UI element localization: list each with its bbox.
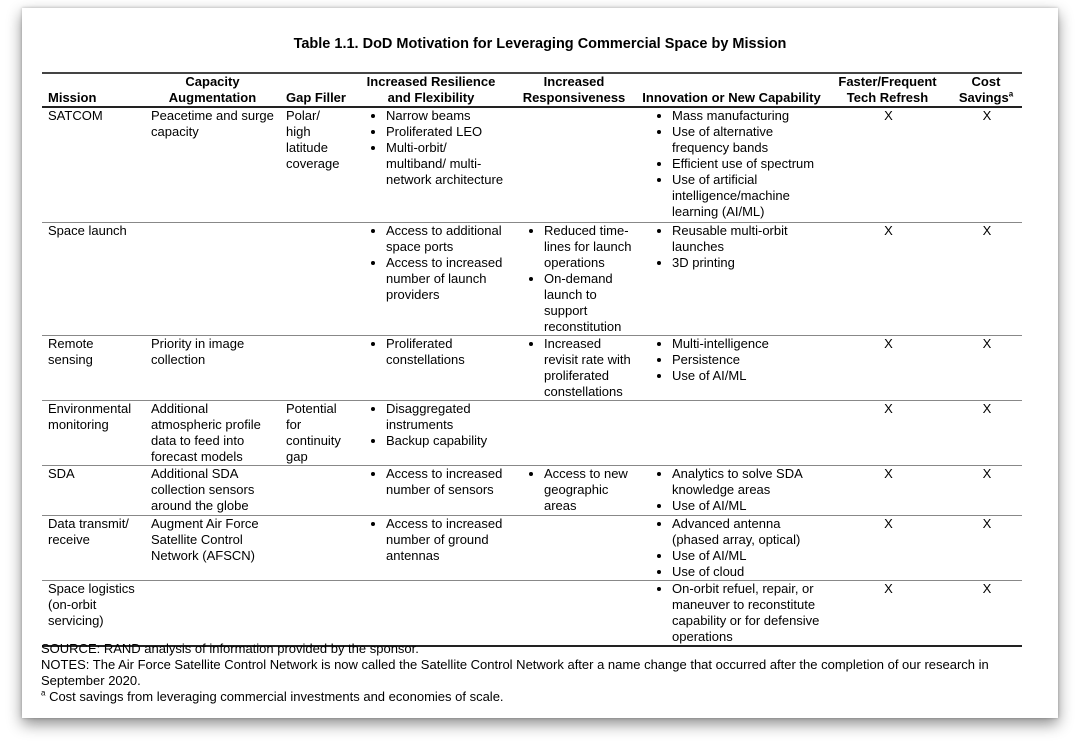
cell-gap: Potential for continuity gap [280, 400, 352, 465]
cell-faster: X [825, 580, 950, 646]
bullet-item: • Advanced antenna (phased array, optical) [672, 516, 821, 548]
cell-capacity: Additional atmospheric profile data to feed into forecast models [145, 400, 280, 465]
header-cost [950, 73, 1022, 107]
cell-gap [280, 515, 352, 580]
bullet-list [644, 516, 821, 580]
cell-capacity [145, 222, 280, 335]
bullet-item: • 3D printing [672, 255, 821, 271]
bullet-item: • Use of alternative frequency bands [672, 124, 821, 156]
bullet-item: • Multi-orbit/ multiband/ multi-network architecture [386, 140, 506, 188]
bullet-list [358, 223, 506, 303]
bullet-item: • Access to new geographic areas [544, 466, 634, 514]
footnote-mark: a [41, 688, 46, 698]
cell-responsiveness [510, 400, 638, 465]
bullet-list [516, 466, 634, 514]
table-row [42, 222, 1022, 335]
bullet-list [644, 336, 821, 384]
cell-capacity: Augment Air Force Satellite Control Network (AFSCN) [145, 515, 280, 580]
bullet-list [644, 108, 821, 220]
cell-cost: X [950, 335, 1022, 400]
bullet-list [644, 581, 821, 645]
bullet-item: • Access to increased number of launch providers [386, 255, 506, 303]
cell-capacity: Additional SDA collection sensors around the globe [145, 465, 280, 515]
header-faster: Faster/Frequent Tech Refresh [825, 73, 950, 107]
cell-gap [280, 222, 352, 335]
footnote [41, 689, 1031, 705]
bullet-item: • Increased revisit rate with proliferated constellations [544, 336, 634, 400]
cell-responsiveness [510, 465, 638, 515]
bullet-item: • Reusable multi-orbit launches [672, 223, 821, 255]
cell-faster: X [825, 222, 950, 335]
cell-faster: X [825, 465, 950, 515]
cell-resilience [352, 465, 510, 515]
table-row [42, 580, 1022, 646]
bullet-item: • Use of artificial intelligence/machine learning (AI/ML) [672, 172, 821, 220]
table-row [42, 465, 1022, 515]
cell-resilience [352, 580, 510, 646]
header-capacity: Capacity Augmentation [145, 73, 280, 107]
table-title: Table 1.1. DoD Motivation for Leveraging Commercial Space by Mission [293, 36, 787, 52]
bullet-list [358, 336, 506, 368]
bullet-list [358, 516, 506, 564]
header-mission: Mission [42, 73, 145, 107]
cell-innovation [638, 222, 825, 335]
cell-cost: X [950, 580, 1022, 646]
cell-responsiveness [510, 515, 638, 580]
cell-responsiveness [510, 335, 638, 400]
table-row [42, 335, 1022, 400]
bullet-item: • On-demand launch to support reconstitution [544, 271, 634, 335]
cell-resilience [352, 107, 510, 222]
bullet-item: • Analytics to solve SDA knowledge areas [672, 466, 821, 498]
cell-innovation [638, 580, 825, 646]
table-body [42, 107, 1022, 646]
cell-cost: X [950, 465, 1022, 515]
table-notes [41, 641, 1031, 705]
cell-mission: SDA [42, 465, 145, 515]
bullet-item: • Proliferated constellations [386, 336, 506, 368]
bullet-item: • Access to additional space ports [386, 223, 506, 255]
cell-resilience [352, 515, 510, 580]
header-resilience: Increased Resilience and Flexibility [352, 73, 510, 107]
source-note: SOURCE: RAND analysis of information provided by the sponsor. [41, 641, 419, 656]
cell-capacity [145, 580, 280, 646]
bullet-item: • Use of AI/ML [672, 498, 821, 514]
bullet-item: • Disaggregated instruments [386, 401, 506, 433]
cell-responsiveness [510, 580, 638, 646]
bullet-item: • Reduced time-lines for launch operations [544, 223, 634, 271]
table-row [42, 515, 1022, 580]
cell-mission: SATCOM [42, 107, 145, 222]
bullet-list [358, 108, 506, 188]
cell-cost: X [950, 400, 1022, 465]
cell-mission: Remote sensing [42, 335, 145, 400]
table-row [42, 107, 1022, 222]
bullet-list [358, 466, 506, 498]
header-gap: Gap Filler [280, 73, 352, 107]
footnote-text: Cost savings from leveraging commercial investments and economies of scale. [45, 689, 504, 704]
bullet-item: • Backup capability [386, 433, 506, 449]
cell-mission: Space launch [42, 222, 145, 335]
cell-cost: X [950, 515, 1022, 580]
footnote-marker: a [1008, 89, 1014, 99]
cell-faster: X [825, 335, 950, 400]
bullet-list [644, 466, 821, 514]
cell-innovation [638, 400, 825, 465]
header-cost-label: Cost Savings [958, 74, 1009, 105]
cell-gap: Polar/ high latitude coverage [280, 107, 352, 222]
bullet-item: • Multi-intelligence [672, 336, 821, 352]
header-row [42, 73, 1022, 107]
header-responsiveness: Increased Responsiveness [510, 73, 638, 107]
header-innovation: Innovation or New Capability [638, 73, 825, 107]
cell-cost: X [950, 222, 1022, 335]
bullet-list [516, 223, 634, 335]
bullet-list [516, 336, 634, 400]
bullet-item: • Access to increased number of sensors [386, 466, 506, 498]
notes-text: NOTES: The Air Force Satellite Control Network is now called the Satellite Control Network after a name change that occurred after the completion of our research in September 2020. [41, 657, 989, 688]
cell-mission: Data transmit/ receive [42, 515, 145, 580]
bullet-list [644, 223, 821, 271]
table-row [42, 400, 1022, 465]
cell-cost: X [950, 107, 1022, 222]
bullet-list [358, 401, 506, 449]
cell-gap [280, 465, 352, 515]
bullet-item: • Use of AI/ML [672, 548, 821, 564]
bullet-item: • On-orbit refuel, repair, or maneuver to reconstitute capability or for defensive operations [672, 581, 821, 645]
cell-innovation [638, 465, 825, 515]
cell-faster: X [825, 107, 950, 222]
cell-faster: X [825, 400, 950, 465]
cell-responsiveness [510, 107, 638, 222]
bullet-item: • Use of cloud [672, 564, 821, 580]
cell-mission: Environmental monitoring [42, 400, 145, 465]
cell-resilience [352, 400, 510, 465]
cell-innovation [638, 107, 825, 222]
mission-table [42, 72, 1022, 647]
cell-gap [280, 335, 352, 400]
bullet-item: • Use of AI/ML [672, 368, 821, 384]
cell-resilience [352, 335, 510, 400]
cell-mission: Space logistics (on-orbit servicing) [42, 580, 145, 646]
bullet-item: • Efficient use of spectrum [672, 156, 821, 172]
bullet-item: • Proliferated LEO [386, 124, 506, 140]
bullet-item: • Persistence [672, 352, 821, 368]
bullet-item: • Access to increased number of ground antennas [386, 516, 506, 564]
bullet-item: • Mass manufacturing [672, 108, 821, 124]
cell-innovation [638, 335, 825, 400]
cell-gap [280, 580, 352, 646]
bullet-item: • Narrow beams [386, 108, 506, 124]
cell-resilience [352, 222, 510, 335]
cell-innovation [638, 515, 825, 580]
cell-faster: X [825, 515, 950, 580]
cell-capacity: Peacetime and surge capacity [145, 107, 280, 222]
cell-capacity: Priority in image collection [145, 335, 280, 400]
cell-responsiveness [510, 222, 638, 335]
